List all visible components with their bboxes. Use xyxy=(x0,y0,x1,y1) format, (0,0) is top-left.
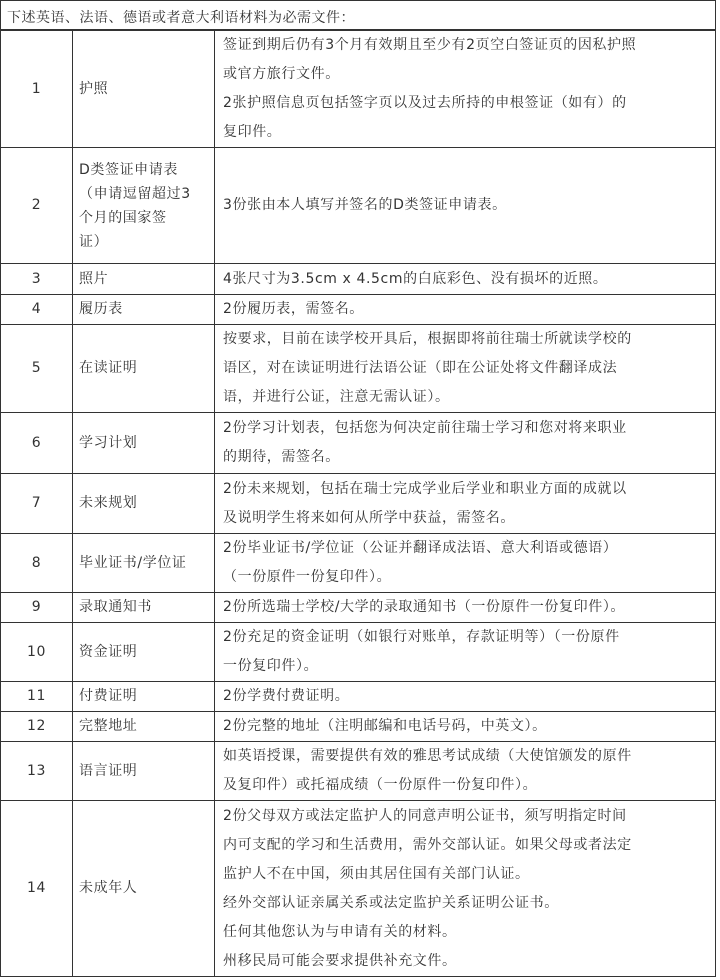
description-line: 2份学费付费证明。 xyxy=(223,688,350,704)
row-number: 14 xyxy=(1,801,73,977)
material-name-line: 护照 xyxy=(79,80,109,97)
material-name-line: 未来规划 xyxy=(79,495,138,511)
row-number: 7 xyxy=(1,474,73,534)
material-name-line: 照片 xyxy=(79,270,109,287)
description-line: 内可支配的学习和生活费用，需外交部认证。如果父母或者法定 xyxy=(223,836,632,853)
row-number: 6 xyxy=(1,413,73,474)
row-number: 8 xyxy=(1,534,73,593)
material-name-line: 在读证明 xyxy=(79,360,138,376)
material-description xyxy=(215,801,716,977)
material-description xyxy=(215,31,716,148)
material-name-line: 录取通知书 xyxy=(79,599,152,615)
table-row xyxy=(1,712,716,742)
description-line: 语区，对在读证明进行法语公证（即在公证处将文件翻译成法 xyxy=(223,360,618,376)
material-name-line: 履历表 xyxy=(79,301,123,317)
table-row xyxy=(1,325,716,413)
description-line: 2张护照信息页包括签字页以及过去所持的申根签证（如有）的 xyxy=(223,95,627,111)
material-description xyxy=(215,623,716,682)
row-number: 4 xyxy=(1,295,73,325)
material-name-line: 证） xyxy=(79,233,109,250)
description-line: 2份父母双方或法定监护人的同意声明公证书，须写明指定时间 xyxy=(223,807,627,824)
material-name-line: 付费证明 xyxy=(79,688,138,704)
table-header-note: 下述英语、法语、德语或者意大利语材料为必需文件： xyxy=(0,0,716,30)
description-line: 2份毕业证书/学位证（公证并翻译成法语、意大利语或德语） xyxy=(223,540,618,556)
row-number: 10 xyxy=(1,623,73,682)
description-line: 如英语授课，需要提供有效的雅思考试成绩（大使馆颁发的原件 xyxy=(223,748,632,764)
row-number: 12 xyxy=(1,712,73,742)
row-number: 1 xyxy=(1,31,73,148)
material-description xyxy=(215,534,716,593)
table-row xyxy=(1,31,716,148)
material-name-line: D类签证申请表 xyxy=(79,161,178,178)
table-row xyxy=(1,742,716,801)
description-line: 的期待，需签名。 xyxy=(223,449,340,465)
material-description xyxy=(215,742,716,801)
material-description xyxy=(215,712,716,742)
material-description xyxy=(215,264,716,295)
material-description xyxy=(215,295,716,325)
material-description xyxy=(215,474,716,534)
material-name-line: 语言证明 xyxy=(79,762,138,779)
description-line: 2份所选瑞士学校/大学的录取通知书（一份原件一份复印件）。 xyxy=(223,599,626,615)
description-line: 州移民局可能会要求提供补充文件。 xyxy=(223,952,457,969)
row-number: 9 xyxy=(1,593,73,623)
description-line: 监护人不在中国，须由其居住国有关部门认证。 xyxy=(223,865,530,882)
table-row xyxy=(1,148,716,264)
row-number: 11 xyxy=(1,682,73,712)
row-number: 2 xyxy=(1,148,73,264)
description-line: 按要求，目前在读学校开具后，根据即将前往瑞士所就读学校的 xyxy=(223,331,632,347)
table-row xyxy=(1,534,716,593)
material-name-line: 毕业证书/学位证 xyxy=(79,554,187,571)
description-line: 2份完整的地址（注明邮编和电话号码，中英文）。 xyxy=(223,718,547,734)
description-line: 3份张由本人填写并签名的D类签证申请表。 xyxy=(223,197,507,213)
material-name-line: 学习计划 xyxy=(79,434,138,451)
material-description xyxy=(215,325,716,413)
table-row xyxy=(1,295,716,325)
description-line: 及说明学生将来如何从所学中获益，需签名。 xyxy=(223,509,515,526)
row-number: 13 xyxy=(1,742,73,801)
description-line: 经外交部认证亲属关系或法定监护关系证明公证书。 xyxy=(223,894,559,911)
description-line: 语，并进行公证，注意无需认证）。 xyxy=(223,389,450,405)
table-row xyxy=(1,413,716,474)
table-row xyxy=(1,682,716,712)
material-name xyxy=(73,295,215,325)
material-description xyxy=(215,148,716,264)
material-name xyxy=(73,31,215,148)
material-name xyxy=(73,801,215,977)
material-name xyxy=(73,682,215,712)
material-name-line: 未成年人 xyxy=(79,880,138,896)
description-line: 或官方旅行文件。 xyxy=(223,66,340,82)
material-name xyxy=(73,593,215,623)
table-row xyxy=(1,593,716,623)
requirements-table xyxy=(0,30,716,977)
description-line: 一份复印件）。 xyxy=(223,658,319,674)
material-description xyxy=(215,413,716,474)
material-name xyxy=(73,325,215,413)
description-line: （一份原件一份复印件）。 xyxy=(223,569,392,585)
description-line: 复印件。 xyxy=(223,124,282,140)
table-row xyxy=(1,474,716,534)
row-number: 5 xyxy=(1,325,73,413)
material-name-line: 完整地址 xyxy=(79,718,138,734)
material-name xyxy=(73,264,215,295)
description-line: 签证到期后仍有3个月有效期且至少有2页空白签证页的因私护照 xyxy=(223,37,637,53)
material-description xyxy=(215,593,716,623)
material-name xyxy=(73,712,215,742)
description-line: 2份学习计划表，包括您为何决定前往瑞士学习和您对将来职业 xyxy=(223,420,627,436)
description-line: 2份履历表，需签名。 xyxy=(223,301,364,317)
row-number: 3 xyxy=(1,264,73,295)
material-description xyxy=(215,682,716,712)
table-row xyxy=(1,801,716,977)
material-name xyxy=(73,623,215,682)
description-line: 及复印件）或托福成绩（一份原件一份复印件）。 xyxy=(223,777,538,793)
material-name xyxy=(73,413,215,474)
material-name-line: 资金证明 xyxy=(79,643,138,660)
table-body xyxy=(1,31,716,977)
table-row xyxy=(1,264,716,295)
description-line: 2份充足的资金证明（如银行对账单，存款证明等）（一份原件 xyxy=(223,629,620,645)
material-name-line: （申请逗留超过3 xyxy=(79,185,191,202)
material-name xyxy=(73,474,215,534)
material-name xyxy=(73,534,215,593)
material-name xyxy=(73,148,215,264)
material-name-line: 个月的国家签 xyxy=(79,209,167,226)
description-line: 任何其他您认为与申请有关的材料。 xyxy=(223,923,457,940)
description-line: 2份未来规划，包括在瑞士完成学业后学业和职业方面的成就以 xyxy=(223,480,627,497)
description-line: 4张尺寸为3.5cm x 4.5cm的白底彩色、没有损坏的近照。 xyxy=(223,270,608,287)
material-name xyxy=(73,742,215,801)
table-row xyxy=(1,623,716,682)
